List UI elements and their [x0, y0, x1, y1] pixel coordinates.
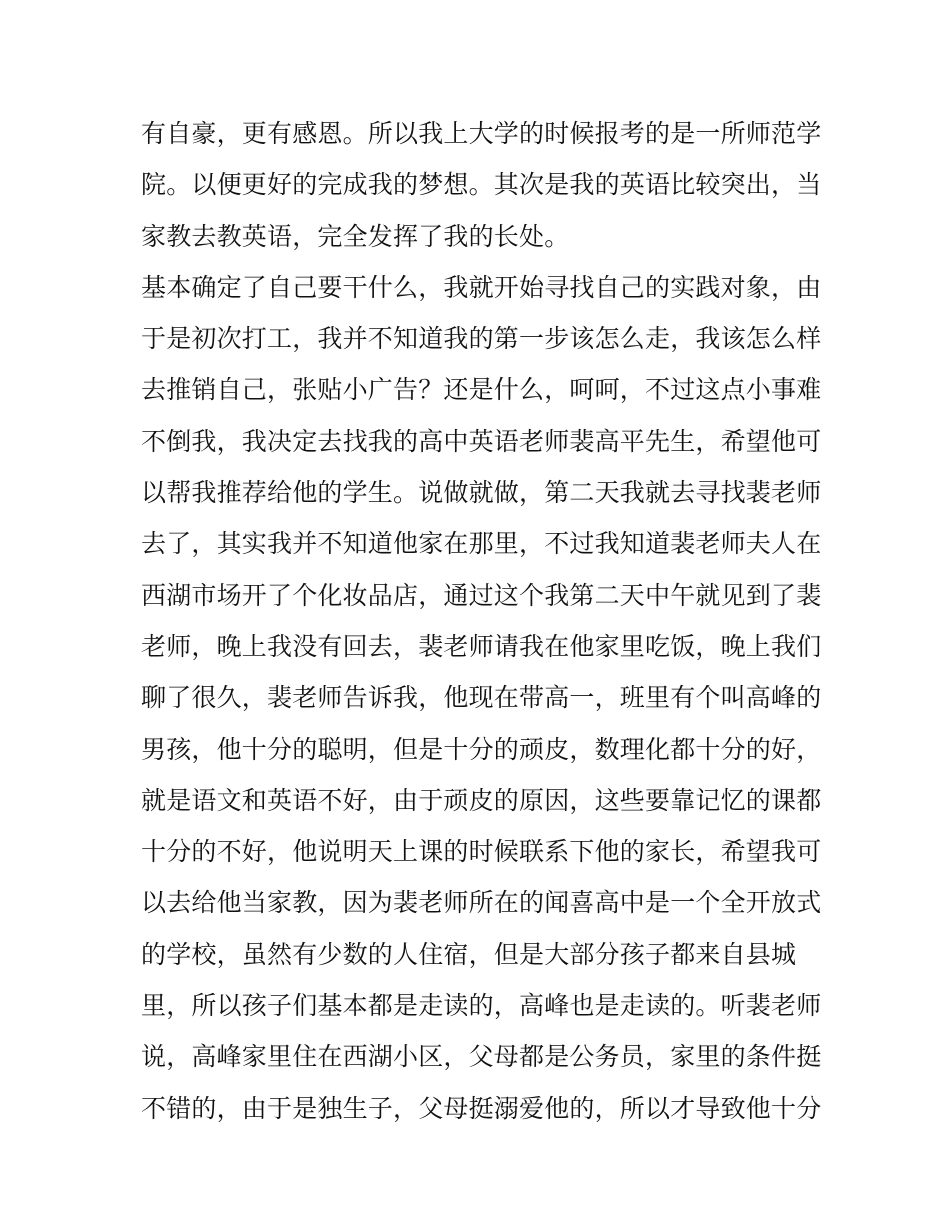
- text-line: 不错的，由于是独生子，父母挺溺爱他的，所以才导致他十分: [141, 1093, 822, 1123]
- text-line: 以帮我推荐给他的学生。说做就做，第二天我就去寻找裴老师: [141, 478, 822, 508]
- text-line: 有自豪，更有感恩。所以我上大学的时候报考的是一所师范学: [141, 119, 822, 148]
- text-line: 就是语文和英语不好，由于顽皮的原因，这些要靠记忆的课都: [141, 785, 822, 815]
- text-line: 以去给他当家教，因为裴老师所在的闻喜高中是一个全开放式: [141, 888, 822, 918]
- text-line: 于是初次打工，我并不知道我的第一步该怎么走，我该怎么样: [141, 324, 822, 354]
- text-line: 不倒我，我决定去找我的高中英语老师裴高平先生，希望他可: [141, 426, 822, 456]
- text-line: 去推销自己，张贴小广告？还是什么，呵呵，不过这点小事难: [141, 375, 822, 405]
- text-line: 男孩，他十分的聪明，但是十分的顽皮，数理化都十分的好，: [141, 734, 822, 764]
- text-line: 基本确定了自己要干什么，我就开始寻找自己的实践对象，由: [141, 272, 822, 302]
- text-line: 的学校，虽然有少数的人住宿，但是大部分孩子都来自县城: [141, 939, 797, 969]
- text-line: 院。以便更好的完成我的梦想。其次是我的英语比较突出，当: [141, 170, 822, 200]
- text-line: 说，高峰家里住在西湖小区，父母都是公务员，家里的条件挺: [141, 1042, 822, 1072]
- text-line: 里，所以孩子们基本都是走读的，高峰也是走读的。听裴老师: [141, 991, 822, 1021]
- text-line: 去了，其实我并不知道他家在那里，不过我知道裴老师夫人在: [141, 529, 822, 559]
- text-line: 西湖市场开了个化妆品店，通过这个我第二天中午就见到了裴: [141, 580, 822, 610]
- body-text: [141, 108, 821, 1134]
- text-line: 聊了很久，裴老师告诉我，他现在带高一，班里有个叫高峰的: [141, 683, 822, 713]
- text-line: 十分的不好，他说明天上课的时候联系下他的家长，希望我可: [141, 837, 822, 867]
- text-line: 家教去教英语，完全发挥了我的长处。: [141, 221, 570, 251]
- text-line: 老师，晚上我没有回去，裴老师请我在他家里吃饭，晚上我们: [141, 631, 822, 661]
